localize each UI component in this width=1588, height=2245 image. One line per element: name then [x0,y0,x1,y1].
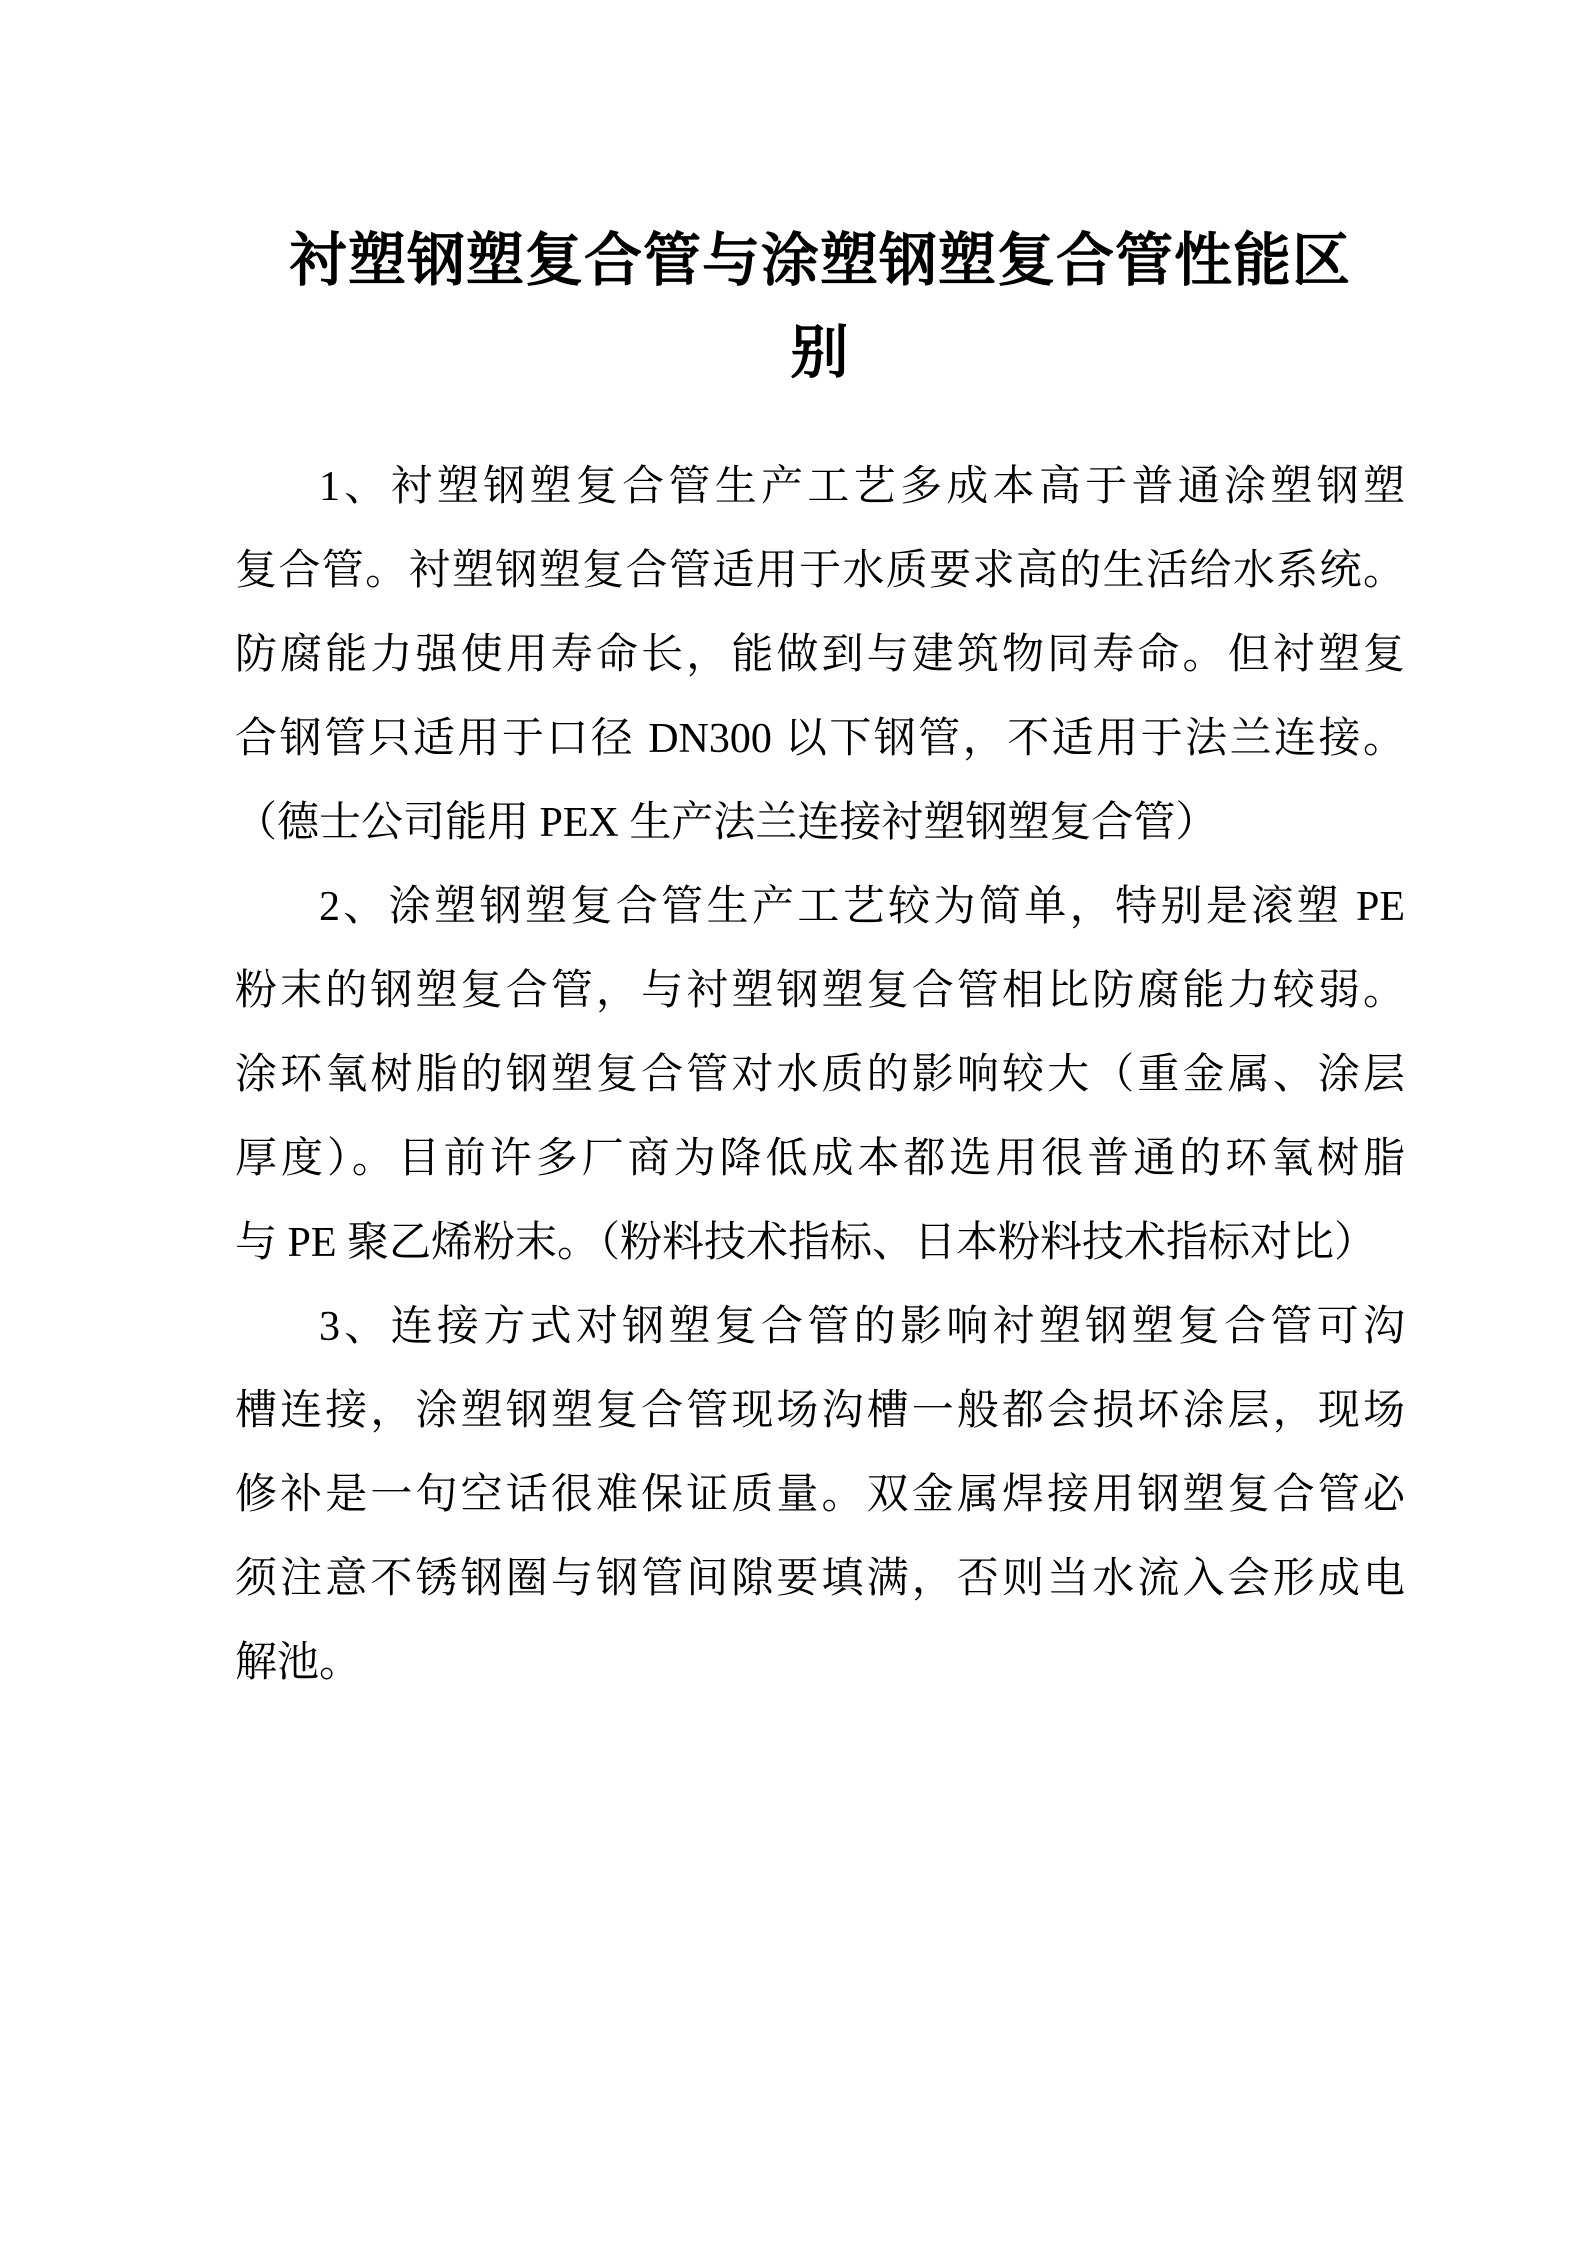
body-line: 须注意不锈钢圈与钢管间隙要填满，否则当水流入会形成电 [235,1556,1405,1602]
body-line: 修补是一句空话很难保证质量。双金属焊接用钢塑复合管必 [235,1472,1405,1518]
body-line: 3、连接方式对钢塑复合管的影响衬塑钢塑复合管可沟 [319,1304,1405,1350]
body-line: （德士公司能用 PEX 生产法兰连接衬塑钢塑复合管） [235,800,1218,846]
document-title [235,215,1405,399]
body-line: 粉末的钢塑复合管，与衬塑钢塑复合管相比防腐能力较弱。 [235,968,1405,1014]
body-line: 复合管。衬塑钢塑复合管适用于水质要求高的生活给水系统。 [235,548,1405,594]
document-title-line-2: 别 [790,320,850,385]
body-line: 厚度）。目前许多厂商为降低成本都选用很普通的环氧树脂 [235,1136,1405,1182]
paragraph-3 [235,1285,1405,1705]
paragraph-2 [235,865,1405,1285]
body-line: 1、衬塑钢塑复合管生产工艺多成本高于普通涂塑钢塑 [319,464,1405,510]
body-line: 涂环氧树脂的钢塑复合管对水质的影响较大（重金属、涂层 [235,1052,1405,1098]
paragraph-1 [235,445,1405,865]
body-line: 解池。 [235,1640,362,1686]
body-line: 槽连接，涂塑钢塑复合管现场沟槽一般都会损坏涂层，现场 [235,1388,1405,1434]
body-line: 与 PE 聚乙烯粉末。（粉料技术指标、日本粉料技术指标对比） [235,1220,1377,1266]
body-line: 防腐能力强使用寿命长，能做到与建筑物同寿命。但衬塑复 [235,632,1405,678]
body-line: 2、涂塑钢塑复合管生产工艺较为简单，特别是滚塑 PE [319,884,1405,930]
document-title-line-1: 衬塑钢塑复合管与涂塑钢塑复合管性能区 [288,228,1351,293]
body-line: 合钢管只适用于口径 DN300 以下钢管，不适用于法兰连接。 [235,716,1405,762]
